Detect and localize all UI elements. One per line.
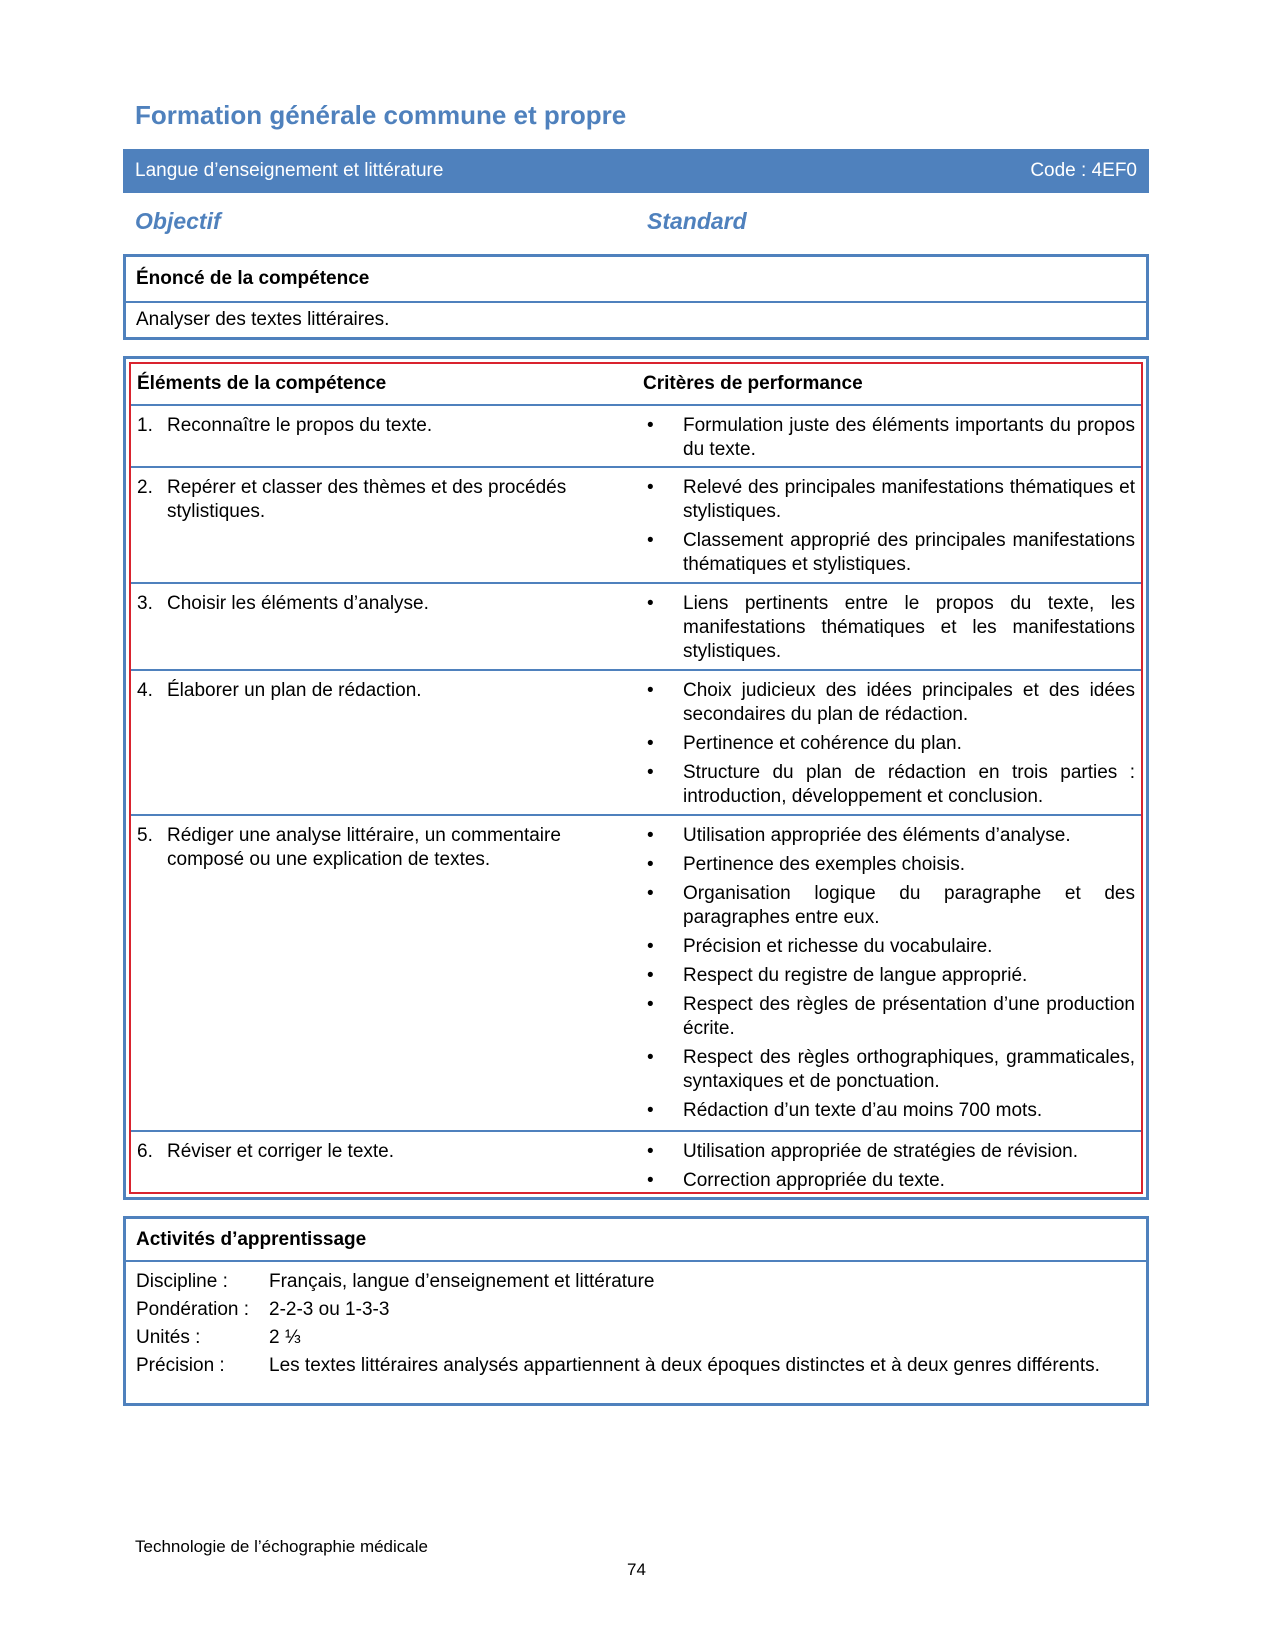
activity-key: Précision :	[136, 1355, 225, 1376]
criterion-text: Utilisation appropriée des éléments d’analyse.	[683, 825, 1071, 846]
element-row	[131, 671, 1141, 816]
criterion-text: Liens pertinents entre le propos du texte, les manifestations thématiques et les manifestations stylistiques.	[683, 593, 1135, 662]
criterion-item	[643, 935, 1135, 959]
criteria-cell	[643, 1132, 1141, 1202]
activity-value: Les textes littéraires analysés appartiennent à deux époques distinctes et à deux genres différents.	[269, 1355, 1100, 1376]
criterion-text: Précision et richesse du vocabulaire.	[683, 936, 993, 957]
criteria-cell	[643, 671, 1141, 814]
element-text: Reconnaître le propos du texte.	[167, 415, 433, 436]
bullet-icon: •	[647, 733, 654, 754]
criterion-item	[643, 414, 1135, 462]
course-code: Code : 4EF0	[1030, 160, 1137, 181]
activity-row	[136, 1326, 1136, 1350]
bullet-icon: •	[647, 883, 654, 904]
element-number: 3.	[137, 593, 153, 614]
element-row	[131, 1132, 1141, 1202]
element-row	[131, 816, 1141, 1132]
criterion-item	[643, 964, 1135, 988]
elements-header-left: Éléments de la compétence	[137, 373, 387, 394]
standard-heading: Standard	[647, 208, 747, 234]
element-number: 4.	[137, 680, 153, 701]
criterion-item	[643, 1140, 1135, 1164]
criterion-item	[643, 732, 1135, 756]
criterion-item	[643, 592, 1135, 664]
activity-row	[136, 1270, 1136, 1294]
element-item	[137, 824, 637, 872]
criteria-cell	[643, 406, 1141, 466]
bullet-icon: •	[647, 593, 654, 614]
criterion-text: Pertinence des exemples choisis.	[683, 854, 965, 875]
objectif-heading: Objectif	[135, 208, 221, 234]
elements-header-right: Critères de performance	[643, 373, 863, 394]
bullet-icon: •	[647, 415, 654, 436]
element-item	[137, 592, 637, 616]
criterion-text: Correction appropriée du texte.	[683, 1170, 945, 1191]
criterion-item	[643, 882, 1135, 930]
activites-box	[123, 1216, 1149, 1406]
elements-box	[123, 356, 1149, 1200]
element-text: Élaborer un plan de rédaction.	[167, 680, 422, 701]
bullet-icon: •	[647, 994, 654, 1015]
course-banner	[123, 149, 1149, 193]
element-text: Rédiger une analyse littéraire, un commentaire composé ou une explication de textes.	[167, 825, 561, 870]
criterion-text: Structure du plan de rédaction en trois parties : introduction, développement et conclusion.	[683, 762, 1135, 807]
element-cell	[131, 406, 643, 466]
element-item	[137, 679, 637, 703]
element-item	[137, 414, 637, 438]
criterion-item	[643, 529, 1135, 577]
element-text: Choisir les éléments d’analyse.	[167, 593, 429, 614]
bullet-icon: •	[647, 965, 654, 986]
criterion-item	[643, 476, 1135, 524]
element-number: 2.	[137, 477, 153, 498]
element-number: 5.	[137, 825, 153, 846]
bullet-icon: •	[647, 1141, 654, 1162]
activity-value: Français, langue d’enseignement et littérature	[269, 1271, 655, 1292]
activity-key: Unités :	[136, 1327, 201, 1348]
criterion-text: Choix judicieux des idées principales et des idées secondaires du plan de rédaction.	[683, 680, 1135, 725]
activity-key: Discipline :	[136, 1271, 228, 1292]
element-row	[131, 468, 1141, 584]
elements-header-row	[131, 364, 1141, 406]
element-item	[137, 476, 637, 524]
criterion-text: Respect des règles de présentation d’une production écrite.	[683, 994, 1135, 1039]
element-number: 1.	[137, 415, 153, 436]
criterion-text: Respect des règles orthographiques, grammaticales, syntaxiques et de ponctuation.	[683, 1047, 1135, 1092]
bullet-icon: •	[647, 477, 654, 498]
criterion-text: Rédaction d’un texte d’au moins 700 mots.	[683, 1100, 1043, 1121]
element-text: Réviser et corriger le texte.	[167, 1141, 395, 1162]
element-cell	[131, 1132, 643, 1202]
criterion-text: Pertinence et cohérence du plan.	[683, 733, 962, 754]
elements-table	[129, 362, 1143, 1194]
activites-header: Activités d’apprentissage	[126, 1219, 1146, 1262]
element-row	[131, 406, 1141, 468]
element-row	[131, 584, 1141, 671]
element-text: Repérer et classer des thèmes et des procédés stylistiques.	[167, 477, 567, 522]
criterion-item	[643, 824, 1135, 848]
activity-row	[136, 1354, 1136, 1378]
bullet-icon: •	[647, 530, 654, 551]
bullet-icon: •	[647, 936, 654, 957]
enonce-text: Analyser des textes littéraires.	[136, 309, 390, 330]
criterion-text: Utilisation appropriée de stratégies de révision.	[683, 1141, 1078, 1162]
criterion-item	[643, 761, 1135, 809]
criterion-text: Respect du registre de langue approprié.	[683, 965, 1028, 986]
criterion-item	[643, 1099, 1135, 1123]
criterion-text: Relevé des principales manifestations thématiques et stylistiques.	[683, 477, 1135, 522]
criterion-item	[643, 1169, 1135, 1193]
activity-value: 2-2-3 ou 1-3-3	[269, 1299, 390, 1320]
element-cell	[131, 584, 643, 669]
element-cell	[131, 468, 643, 582]
criterion-text: Formulation juste des éléments importants du propos du texte.	[683, 415, 1135, 460]
criterion-text: Classement approprié des principales manifestations thématiques et stylistiques.	[683, 530, 1135, 575]
bullet-icon: •	[647, 854, 654, 875]
criteria-cell	[643, 816, 1141, 1130]
element-item	[137, 1140, 637, 1164]
activity-row	[136, 1298, 1136, 1322]
bullet-icon: •	[647, 762, 654, 783]
bullet-icon: •	[647, 680, 654, 701]
element-number: 6.	[137, 1141, 153, 1162]
criteria-cell	[643, 584, 1141, 669]
activity-key: Pondération :	[136, 1299, 250, 1320]
bullet-icon: •	[647, 1170, 654, 1191]
element-cell	[131, 816, 643, 1130]
course-name: Langue d’enseignement et littérature	[135, 160, 444, 181]
bullet-icon: •	[647, 825, 654, 846]
element-cell	[131, 671, 643, 814]
criteria-cell	[643, 468, 1141, 582]
page-number: 74	[627, 1560, 646, 1579]
criterion-item	[643, 993, 1135, 1041]
enonce-header: Énoncé de la compétence	[126, 257, 1146, 303]
criterion-item	[643, 853, 1135, 877]
enonce-box	[123, 254, 1149, 340]
criterion-text: Organisation logique du paragraphe et des paragraphes entre eux.	[683, 883, 1135, 928]
footer-program: Technologie de l’échographie médicale	[135, 1537, 428, 1556]
bullet-icon: •	[647, 1047, 654, 1068]
criterion-item	[643, 679, 1135, 727]
activity-value: 2 ⅓	[269, 1327, 301, 1348]
criterion-item	[643, 1046, 1135, 1094]
activites-body	[126, 1262, 1146, 1378]
bullet-icon: •	[647, 1100, 654, 1121]
page-title: Formation générale commune et propre	[135, 100, 627, 130]
